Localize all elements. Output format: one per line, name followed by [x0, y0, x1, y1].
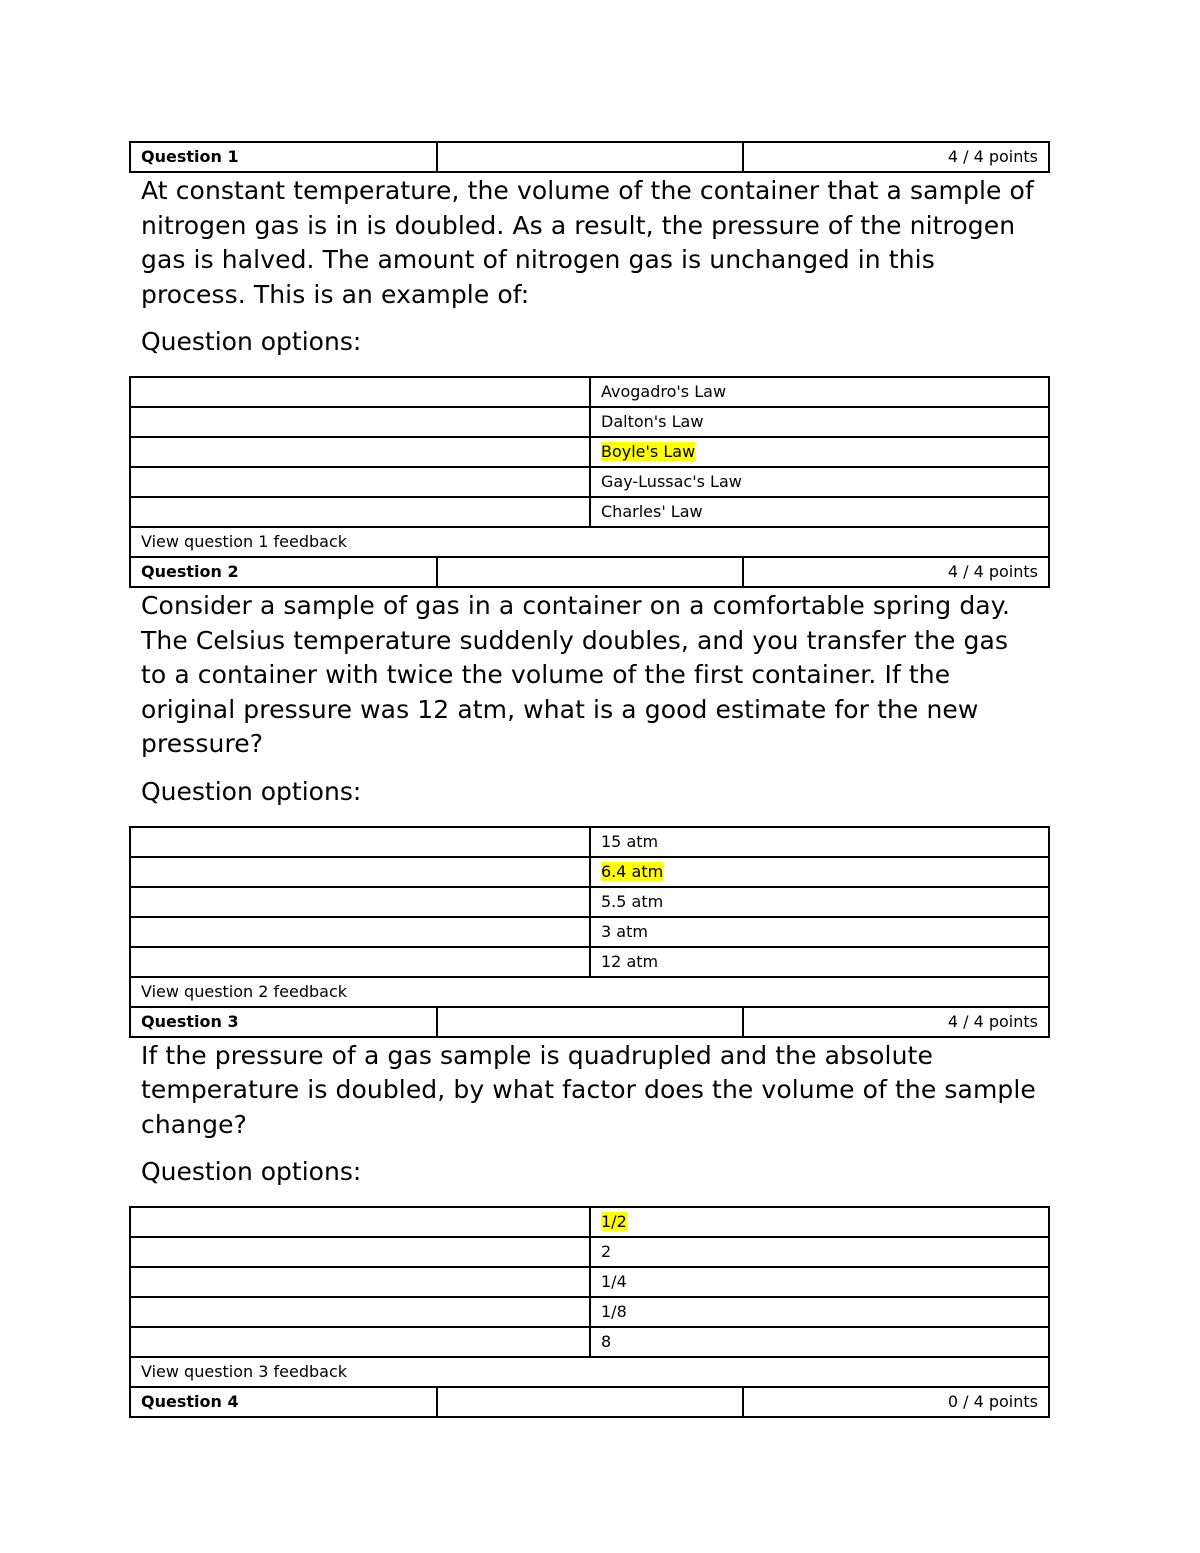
option-label-cell: [590, 467, 1049, 497]
view-feedback-link[interactable]: View question 1 feedback: [130, 527, 1049, 557]
question-title: Question 1: [130, 142, 437, 172]
option-label-cell: [590, 407, 1049, 437]
question-4-header: [129, 1386, 1050, 1418]
option-row[interactable]: [130, 1327, 1049, 1357]
option-label: 15 atm: [601, 831, 659, 851]
empty-cell: [437, 1387, 743, 1417]
option-label: 8: [601, 1332, 612, 1351]
option-select-cell[interactable]: [130, 1327, 590, 1357]
option-select-cell[interactable]: [130, 857, 590, 887]
option-select-cell[interactable]: [130, 917, 590, 947]
option-label: 12 atm: [601, 951, 659, 971]
empty-cell: [437, 1007, 743, 1037]
option-label-cell: [590, 917, 1049, 947]
option-label-cell: [590, 497, 1049, 527]
option-label-cell: [590, 1327, 1049, 1357]
question-options-label: Question options:: [141, 327, 362, 356]
option-select-cell[interactable]: [130, 437, 590, 467]
option-row[interactable]: [130, 497, 1049, 527]
option-select-cell[interactable]: [130, 467, 590, 497]
question-3-header: [129, 1006, 1050, 1038]
option-select-cell[interactable]: [130, 887, 590, 917]
option-row[interactable]: [130, 1267, 1049, 1297]
option-row[interactable]: [130, 377, 1049, 407]
option-row[interactable]: [130, 827, 1049, 857]
option-label-cell: [590, 827, 1049, 857]
question-2-options: [129, 826, 1050, 1008]
option-row[interactable]: [130, 437, 1049, 467]
question-3-options: [129, 1206, 1050, 1388]
question-2-text: Consider a sample of gas in a container on a comfortable spring day. The Celsius temperature suddenly doubles, and you transfer the gas to a container with twice the volume of the first container. If the original pressure was 12 atm, what is a good estimate for the new pressure?: [141, 591, 1011, 758]
option-select-cell[interactable]: [130, 827, 590, 857]
option-row[interactable]: [130, 917, 1049, 947]
question-score: 4 / 4 points: [743, 1007, 1049, 1037]
quiz-document: [129, 141, 1048, 1418]
option-label-selected: 1/2: [601, 1212, 627, 1231]
option-select-cell[interactable]: [130, 377, 590, 407]
question-score: 0 / 4 points: [743, 1387, 1049, 1417]
question-score: 4 / 4 points: [743, 557, 1049, 587]
option-label-cell: [590, 1207, 1049, 1237]
option-label-selected: Boyle's Law: [601, 442, 696, 461]
option-select-cell[interactable]: [130, 1297, 590, 1327]
question-1-options: [129, 376, 1050, 558]
question-score: 4 / 4 points: [743, 142, 1049, 172]
option-row[interactable]: [130, 1207, 1049, 1237]
option-label-cell: [590, 947, 1049, 977]
option-label-cell: [590, 1237, 1049, 1267]
option-label: 1/4: [601, 1272, 627, 1291]
option-row[interactable]: [130, 887, 1049, 917]
question-1-header: [129, 141, 1050, 173]
option-select-cell[interactable]: [130, 1237, 590, 1267]
question-1-text: At constant temperature, the volume of the container that a sample of nitrogen gas is in is doubled. As a result, the pressure of the nitrogen gas is halved. The amount of nitrogen gas is unchanged in this process. This is an example of:: [141, 176, 1034, 309]
option-label: Dalton's Law: [601, 412, 704, 431]
question-2-header: [129, 556, 1050, 588]
option-row[interactable]: [130, 857, 1049, 887]
option-select-cell[interactable]: [130, 1207, 590, 1237]
empty-cell: [437, 557, 743, 587]
option-label-cell: [590, 1267, 1049, 1297]
view-feedback-link[interactable]: View question 3 feedback: [130, 1357, 1049, 1387]
option-select-cell[interactable]: [130, 947, 590, 977]
option-label-cell: [590, 377, 1049, 407]
empty-cell: [437, 142, 743, 172]
view-feedback-link[interactable]: View question 2 feedback: [130, 977, 1049, 1007]
option-row[interactable]: [130, 467, 1049, 497]
option-row[interactable]: [130, 947, 1049, 977]
option-label-cell: [590, 857, 1049, 887]
option-select-cell[interactable]: [130, 497, 590, 527]
option-row[interactable]: [130, 1237, 1049, 1267]
option-label-cell: [590, 437, 1049, 467]
option-label: 2: [601, 1242, 612, 1261]
option-row[interactable]: [130, 407, 1049, 437]
question-title: Question 2: [130, 557, 437, 587]
option-label-selected: 6.4 atm: [601, 861, 664, 881]
option-select-cell[interactable]: [130, 1267, 590, 1297]
option-select-cell[interactable]: [130, 407, 590, 437]
option-label: 3 atm: [601, 921, 648, 941]
option-label: Charles' Law: [601, 502, 703, 521]
option-label: Avogadro's Law: [601, 382, 727, 401]
option-label-cell: [590, 887, 1049, 917]
question-title: Question 4: [130, 1387, 437, 1417]
option-label-cell: [590, 1297, 1049, 1327]
question-title: Question 3: [130, 1007, 437, 1037]
option-label: 1/8: [601, 1302, 627, 1321]
question-3-text: If the pressure of a gas sample is quadrupled and the absolute temperature is doubled, by what factor does the volume of the sample change?: [141, 1040, 1036, 1139]
question-options-label: Question options:: [141, 1157, 362, 1186]
question-options-label: Question options:: [141, 776, 362, 806]
option-label: 5.5 atm: [601, 891, 664, 911]
option-row[interactable]: [130, 1297, 1049, 1327]
option-label: Gay-Lussac's Law: [601, 472, 742, 491]
